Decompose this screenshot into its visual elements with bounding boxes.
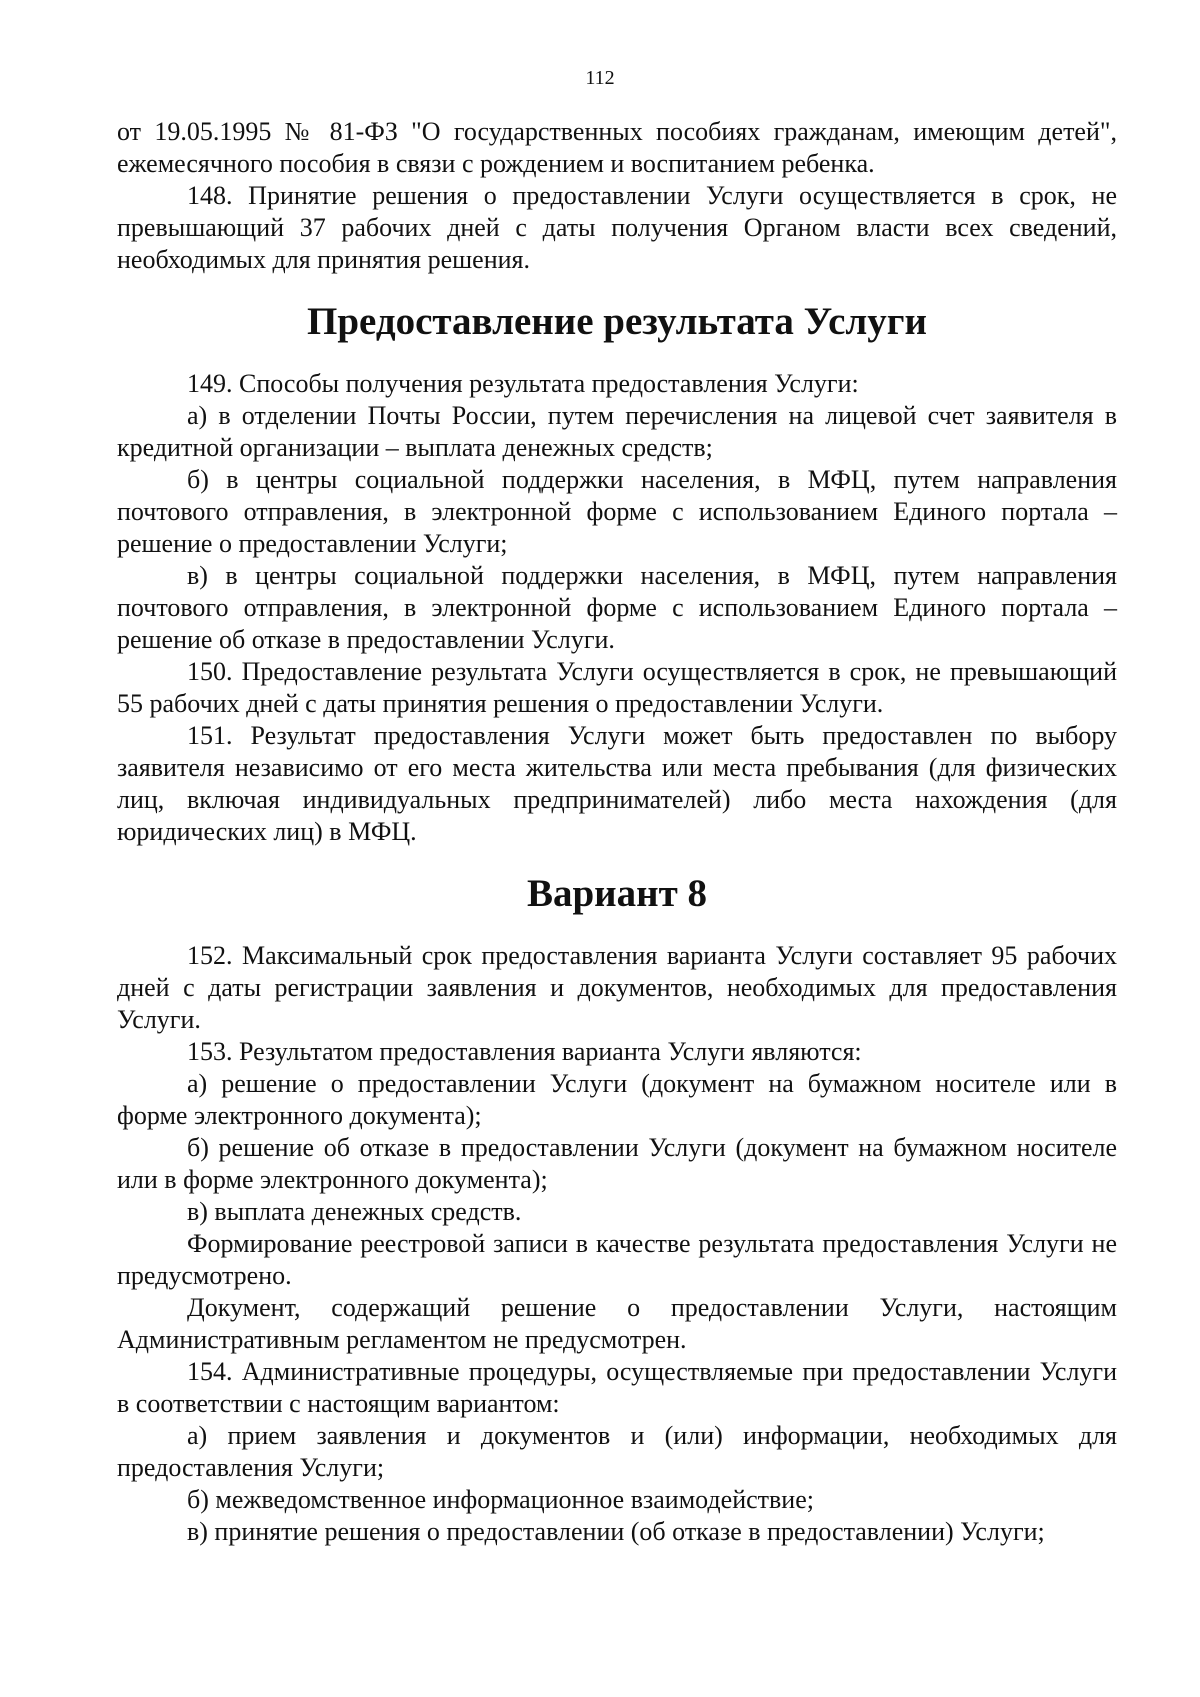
page-number: 112 bbox=[585, 67, 615, 89]
paragraph-150: 150. Предоставление результата Услуги осуществляется в срок, не превышающий 55 рабочих дней с даты принятия решения о предоставлении Услуги. bbox=[117, 657, 1117, 718]
list-item-154-v: в) принятие решения о предоставлении (об отказе в предоставлении) Услуги; bbox=[187, 1517, 1045, 1546]
list-item-154-a: а) прием заявления и документов и (или) информации, необходимых для предоставления Услуги; bbox=[117, 1421, 1117, 1482]
section-heading-result: Предоставление результата Услуги bbox=[307, 300, 927, 343]
page-content bbox=[117, 116, 1117, 1548]
paragraph-152: 152. Максимальный срок предоставления варианта Услуги составляет 95 рабочих дней с даты регистрации заявления и документов, необходимых для предоставления Услуги. bbox=[117, 941, 1117, 1034]
list-item-149-a: а) в отделении Почты России, путем перечисления на лицевой счет заявителя в кредитной организации – выплата денежных средств; bbox=[117, 401, 1117, 462]
paragraph-registry-record: Формирование реестровой записи в качестве результата предоставления Услуги не предусмотрено. bbox=[117, 1229, 1117, 1290]
list-item-153-b: б) решение об отказе в предоставлении Услуги (документ на бумажном носителе или в форме электронного документа); bbox=[117, 1133, 1117, 1194]
paragraph-149: 149. Способы получения результата предоставления Услуги: bbox=[187, 369, 859, 398]
paragraph-continuation: от 19.05.1995 № 81-ФЗ "О государственных пособиях гражданам, имеющим детей", ежемесячного пособия в связи с рождением и воспитанием ребенка. bbox=[117, 117, 1117, 178]
paragraph-153: 153. Результатом предоставления варианта Услуги являются: bbox=[187, 1037, 862, 1066]
list-item-154-b: б) межведомственное информационное взаимодействие; bbox=[187, 1485, 814, 1514]
paragraph-151: 151. Результат предоставления Услуги может быть предоставлен по выбору заявителя независимо от его места жительства или места пребывания (для физических лиц, включая индивидуальных предпринимателей) либо места нахождения (для юридических лиц) в МФЦ. bbox=[117, 721, 1117, 846]
list-item-153-a: а) решение о предоставлении Услуги (документ на бумажном носителе или в форме электронного документа); bbox=[117, 1069, 1117, 1130]
section-heading-variant-8: Вариант 8 bbox=[526, 872, 708, 915]
paragraph-decision-document: Документ, содержащий решение о предоставлении Услуги, настоящим Административным регламентом не предусмотрен. bbox=[117, 1293, 1117, 1354]
list-item-149-v: в) в центры социальной поддержки населения, в МФЦ, путем направления почтового отправления, в электронной форме с использованием Единого портала – решение об отказе в предоставлении Услуги. bbox=[117, 561, 1117, 654]
paragraph-154: 154. Административные процедуры, осуществляемые при предоставлении Услуги в соответствии с настоящим вариантом: bbox=[117, 1357, 1117, 1418]
paragraph-148: 148. Принятие решения о предоставлении Услуги осуществляется в срок, не превышающий 37 рабочих дней с даты получения Органом власти всех сведений, необходимых для принятия решения. bbox=[117, 181, 1117, 274]
list-item-149-b: б) в центры социальной поддержки населения, в МФЦ, путем направления почтового отправления, в электронной форме с использованием Единого портала – решение о предоставлении Услуги; bbox=[117, 465, 1117, 558]
list-item-153-v: в) выплата денежных средств. bbox=[187, 1197, 522, 1226]
